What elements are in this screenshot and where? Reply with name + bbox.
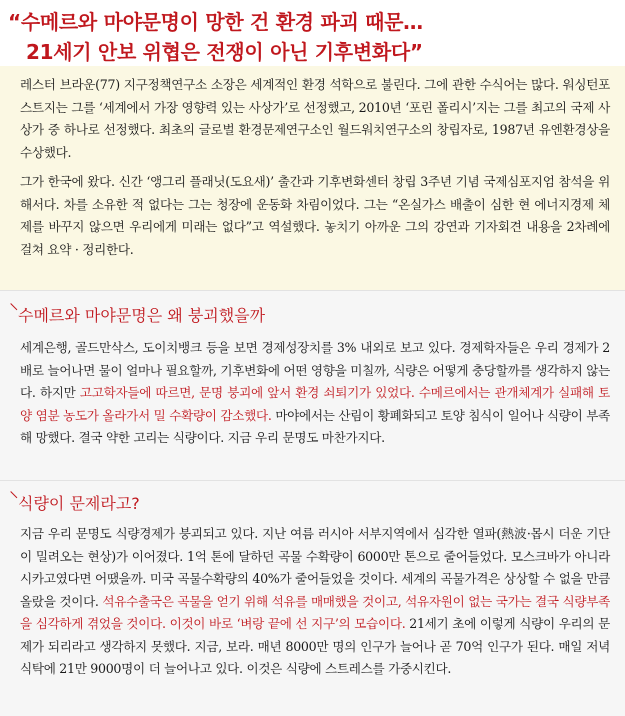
headline-line-1: “수메르와 마야문명이 망한 건 환경 파괴 때문… (8, 10, 423, 34)
intro-box (0, 66, 625, 290)
headline-line-2: 21세기 안보 위협은 전쟁이 아닌 기후변화다” (26, 40, 423, 64)
intro-paragraph-1: 레스터 브라운(77) 지구정책연구소 소장은 세계적인 환경 석학으로 불린다. 그에 관한 수식어는 많다. 워싱턴포스트지는 그를 ‘세계에서 가장 영향력 있는 사상가’로 선정했고, 2010년 ‘포린 폴리시’지는 그를 최고의 국제 사상가 중 하나로 선정했다. 최초의 글로벌 환경문제연구소인 월드워치연구소의 창립자로, 1987년 유엔환경상을 수상했다. (20, 77, 610, 160)
section-1-text-a: 세계은행, 골드만삭스, 도이치뱅크 등을 보면 경제성장치를 3% 내외로 보고 있다. 경제학자들은 우리 경제가 2배로 늘어나면 물이 얼마나 필요할까, 기후변화에 어떤 영향을 미칠까, 식량은 어떻게 충당할까를 생각하지 않는다. 하지만 (20, 340, 610, 400)
headline (0, 0, 625, 66)
section-2-text-b: 21세기 초에 이렇게 식량이 우리의 문제가 되리라고 생각하지 못했다. 지금, 보라. 매년 8000만 명의 인구가 늘어나 곧 70억 인구가 된다. 매일 저녁 식탁에 21만 9000명이 더 늘어나고 있다. 이것은 식량에 스트레스를 가중시킨다. (20, 616, 610, 676)
section-2-title: 식량이 문제라고? (18, 494, 140, 513)
section-1-highlight: 고고학자들에 따르면, 문명 붕괴에 앞서 환경 쇠퇴기가 있었다. 수메르에서는 관개체계가 실패해 토양 염분 농도가 올라가서 밀 수확량이 감소했다. (20, 385, 610, 423)
section-1 (0, 290, 625, 481)
section-2-highlight: 석유수출국은 곡물을 얻기 위해 석유를 매매했을 것이고, 석유자원이 없는 국가는 결국 식량부족을 심각하게 겪었을 것이다. 이것이 바로 ‘벼랑 끝에 선 지구’의 모습이다. (20, 593, 610, 631)
section-1-text-b: 마야에서는 산림이 황폐화되고 토양 침식이 일어나 식량이 부족해 망했다. 결국 약한 고리는 식량이다. 지금 우리 문명도 마찬가지다. (20, 407, 610, 445)
section-2-text-a: 지금 우리 문명도 식량경제가 붕괴되고 있다. 지난 여름 러시아 서부지역에서 심각한 열파(熱波·몹시 더운 기단이 밀려오는 현상)가 이어졌다. 1억 톤에 달하던 곡물 수확량이 6000만 톤으로 줄어들었다. 모스크바가 아니라 시카고였다면 어땠을까. 미국 곡물수확량의 40%가 줄어들었을 것이다. 세계의 곡물가격은 상상할 수 없을 만큼 올랐을 것이다. (20, 526, 610, 609)
section-1-body (20, 337, 610, 450)
intro-paragraph-2: 그가 한국에 왔다. 신간 ‘앵그리 플래닛(도요새)’ 출간과 기후변화센터 창립 3주년 기념 국제심포지엄 참석을 위해서다. 차를 소유한 적 없다는 그는 청장에 운동화 차림이었다. 그는 “온실가스 배출이 심한 현 에너지경제 체제를 바꾸지 않으면 우리에게 미래는 없다”고 역설했다. 놓치기 아까운 그의 강연과 기자회견 내용을 2차례에 걸쳐 요약 · 정리한다. (20, 174, 610, 257)
section-2 (0, 480, 625, 716)
section-1-title: 수메르와 마야문명은 왜 붕괴했을까 (18, 306, 266, 325)
section-2-body (20, 523, 610, 681)
